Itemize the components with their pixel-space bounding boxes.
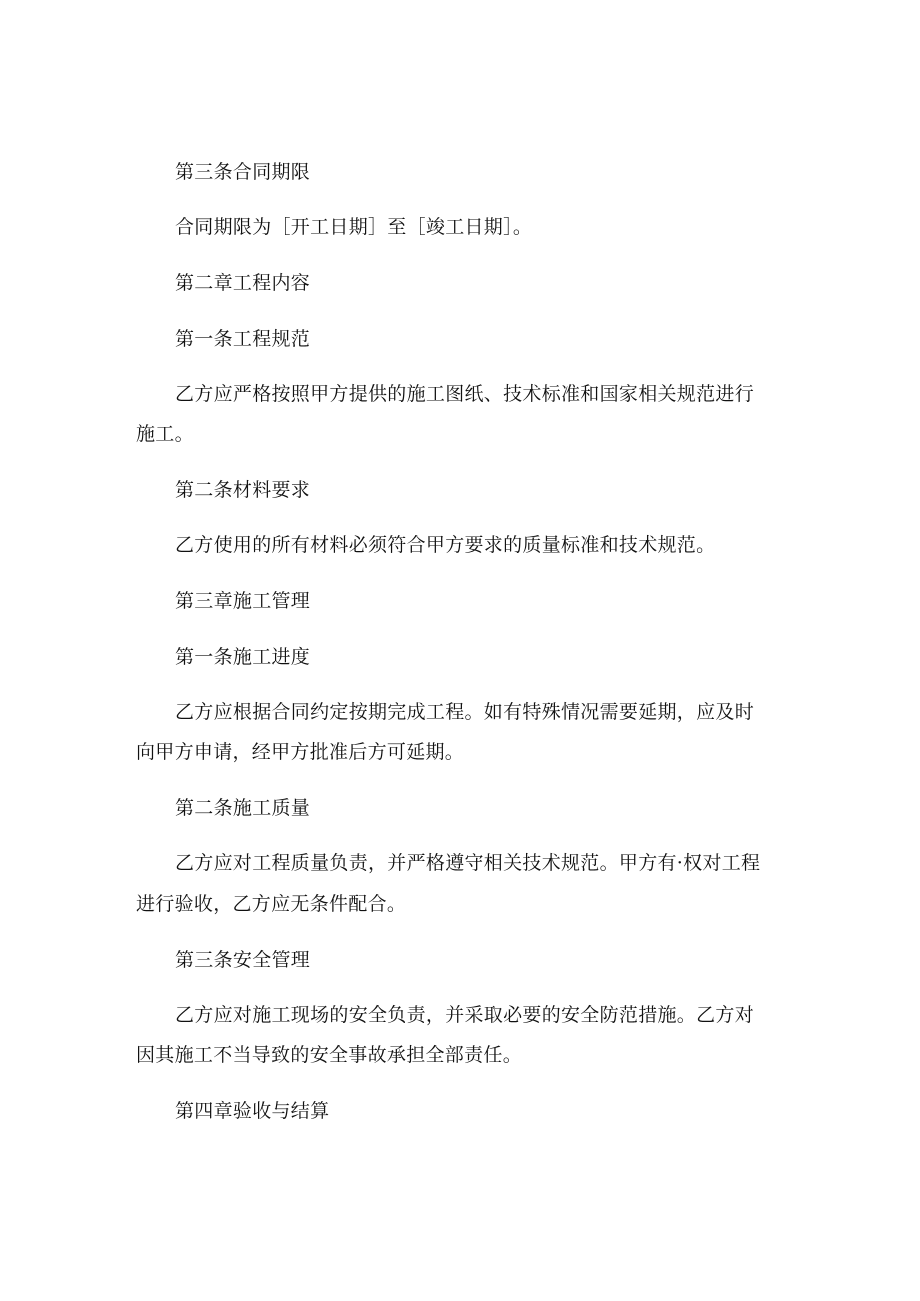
chapter-heading: 第四章验收与结算 xyxy=(175,1100,330,1122)
paragraph-line: 乙方应对工程质量负责，并严格遵守相关技术规范。甲方有·权对工程 xyxy=(175,852,761,874)
paragraph-line: 进行验收，乙方应无条件配合。 xyxy=(136,893,407,915)
article-heading: 第二条施工质量 xyxy=(175,797,311,819)
chapter-heading: 第三章施工管理 xyxy=(175,590,311,612)
paragraph-line: 施工。 xyxy=(136,423,194,445)
article-heading: 第一条工程规范 xyxy=(175,328,311,350)
paragraph-line: 乙方应根据合同约定按期完成工程。如有特殊情况需要延期，应及时 xyxy=(175,701,755,723)
article-heading: 第二条材料要求 xyxy=(175,479,311,501)
paragraph-line: 乙方使用的所有材料必须符合甲方要求的质量标准和技术规范。 xyxy=(175,534,716,556)
article-heading: 第一条施工进度 xyxy=(175,646,311,668)
paragraph-line: 乙方应严格按照甲方提供的施工图纸、技术标准和国家相关规范进行 xyxy=(175,383,755,405)
paragraph-line: 合同期限为［开工日期］至［竣工日期］。 xyxy=(175,216,533,238)
article-heading: 第三条合同期限 xyxy=(175,161,311,183)
paragraph-line: 因其施工不当导致的安全事故承担全部责任。 xyxy=(136,1044,523,1066)
article-heading: 第三条安全管理 xyxy=(175,949,311,971)
paragraph-line: 乙方应对施工现场的安全负责，并采取必要的安全防范措施。乙方对 xyxy=(175,1004,755,1026)
paragraph-line: 向甲方申请，经甲方批准后方可延期。 xyxy=(136,741,465,763)
chapter-heading: 第二章工程内容 xyxy=(175,272,311,294)
